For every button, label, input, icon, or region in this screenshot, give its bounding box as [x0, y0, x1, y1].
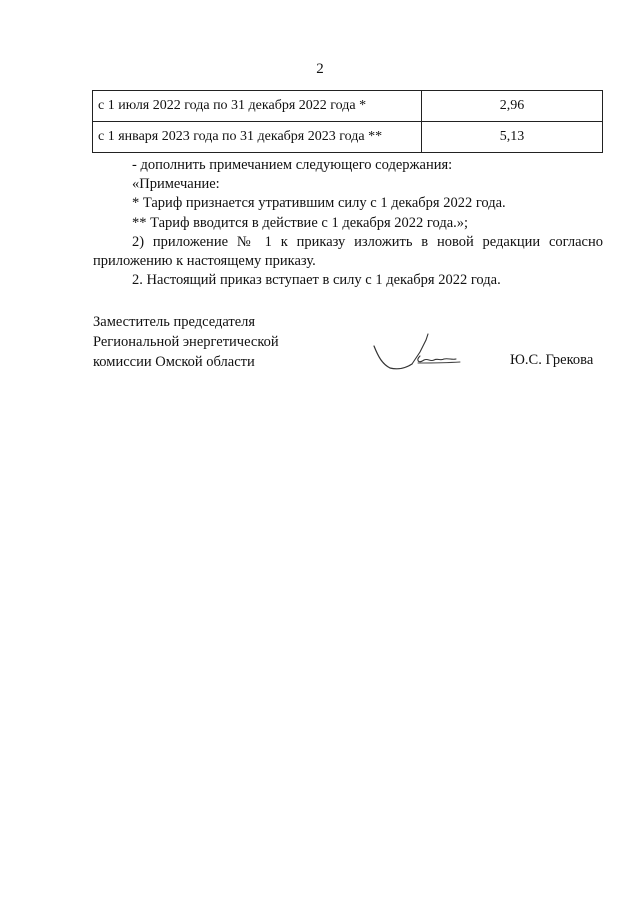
paragraph-appendix-line2: приложению к настоящему приказу. — [93, 253, 316, 270]
handwritten-signature-icon — [368, 330, 468, 380]
paragraph-effective-date: 2. Настоящий приказ вступает в силу с 1 декабря 2022 года. — [132, 272, 501, 289]
paragraph-supplement: - дополнить примечанием следующего содержания: — [132, 157, 453, 173]
table-row — [93, 122, 603, 153]
page-number: 2 — [316, 61, 324, 77]
signatory-title-line: Заместитель председателя — [93, 314, 256, 330]
value-cell: 2,96 — [422, 91, 603, 122]
signatory-title-line: комиссии Омской области — [93, 354, 255, 370]
paragraph-note-1: * Тариф признается утратившим силу с 1 декабря 2022 года. — [132, 195, 506, 212]
paragraph-appendix-line1: 2) приложение № 1 к приказу изложить в новой редакции согласно — [132, 233, 603, 250]
value-cell: 5,13 — [422, 122, 603, 153]
period-cell: с 1 января 2023 года по 31 декабря 2023 года ** — [93, 122, 422, 153]
signatory-title — [93, 312, 279, 372]
paragraph-note-2: ** Тариф вводится в действие с 1 декабря 2022 года.»; — [132, 214, 469, 231]
table-row — [93, 91, 603, 122]
signatory-name: Ю.С. Грекова — [510, 352, 594, 368]
order-text — [93, 156, 603, 290]
tariff-table — [92, 90, 603, 153]
paragraph-note-heading: «Примечание: — [132, 176, 220, 193]
period-cell: с 1 июля 2022 года по 31 декабря 2022 года * — [93, 91, 422, 122]
signatory-title-line: Региональной энергетической — [93, 334, 279, 350]
